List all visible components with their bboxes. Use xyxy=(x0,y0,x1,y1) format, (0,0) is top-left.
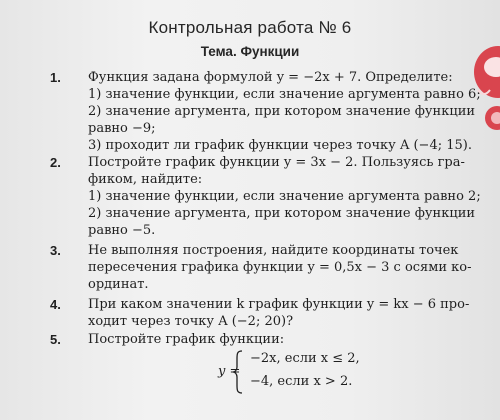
problem-1-line: 1) значение функции, если значение аргумента равно 6; xyxy=(88,87,481,102)
problem-1-line: 3) проходит ли график функции через точку A (−4; 15). xyxy=(88,138,472,153)
problem-number: 4. xyxy=(50,297,61,312)
piecewise-case-2: −4, если x > 2. xyxy=(250,374,353,389)
problem-number: 5. xyxy=(50,332,61,347)
problem-2-line: 1) значение функции, если значение аргумента равно 2; xyxy=(88,189,481,204)
problem-3-line: пересечения графика функции y = 0,5x − 3 с осями ко- xyxy=(88,260,472,275)
problem-number: 1. xyxy=(50,70,61,85)
problem-3-line: Не выполняя построения, найдите координаты точек xyxy=(88,243,459,258)
problem-3-line: ординат. xyxy=(88,277,149,292)
problem-4-line: ходит через точку A (−2; 20)? xyxy=(88,314,294,329)
problem-4-line: При каком значении k график функции y = kx − 6 про- xyxy=(88,297,470,312)
problem-1-line: Функция задана формулой y = −2x + 7. Определите: xyxy=(88,70,453,85)
piecewise-lhs: y = xyxy=(218,364,241,379)
page-title: Контрольная работа № 6 xyxy=(148,18,352,37)
problem-5-line: Постройте график функции: xyxy=(88,332,285,347)
problem-1-line: 2) значение аргумента, при котором значение функции xyxy=(88,104,476,119)
page-subtitle: Тема. Функции xyxy=(200,44,300,59)
sticker-decoration xyxy=(468,42,500,152)
piecewise-case-1: −2x, если x ≤ 2, xyxy=(250,351,360,366)
problem-2-line: 2) значение аргумента, при котором значение функции xyxy=(88,206,476,221)
problem-1-line: равно −9; xyxy=(88,121,156,136)
problem-number: 3. xyxy=(50,243,61,258)
problem-number: 2. xyxy=(50,155,61,170)
problem-2-line: равно −5. xyxy=(88,223,156,238)
problem-2-line: фиком, найдите: xyxy=(88,172,203,187)
problem-2-line: Постройте график функции y = 3x − 2. Пользуясь гра- xyxy=(88,155,465,170)
curly-brace-icon xyxy=(232,350,244,394)
